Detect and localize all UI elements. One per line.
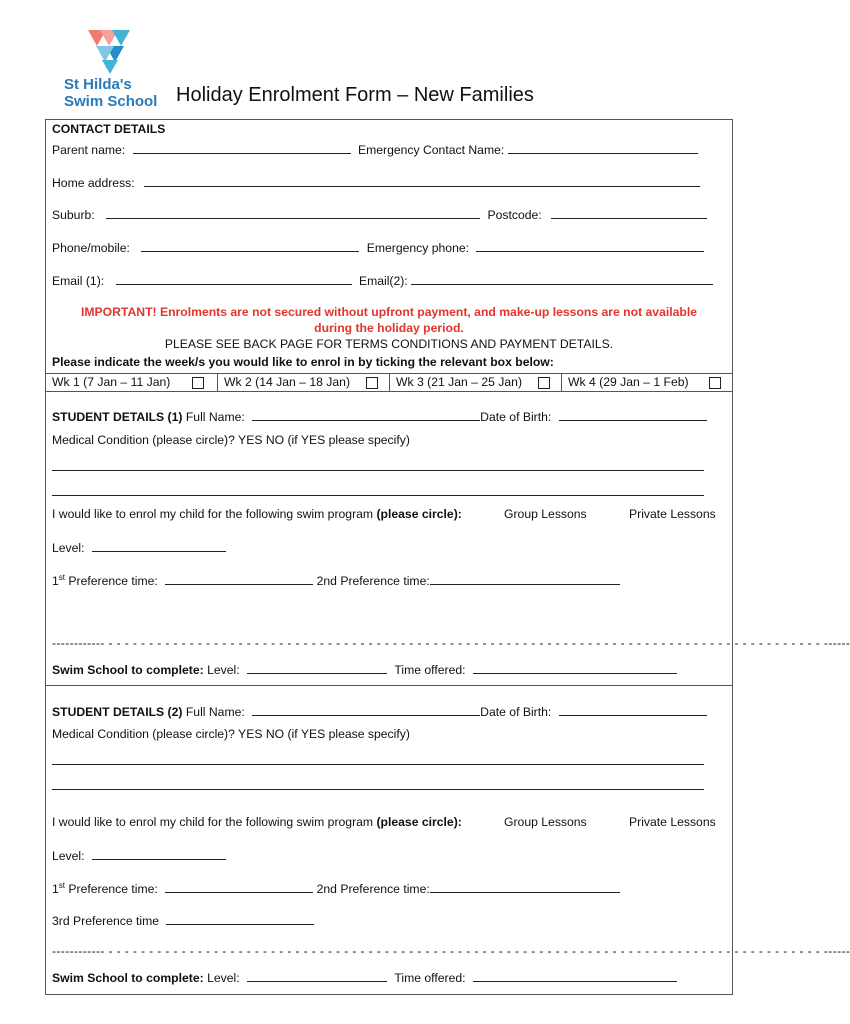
student2-pref1-label: Preference time:	[65, 882, 158, 896]
student2-please-circle: (please circle):	[376, 815, 462, 829]
important-notice-line1: IMPORTANT! Enrolments are not secured without upfront payment, and make-up lessons are not available	[80, 305, 698, 319]
student1-program-row	[52, 507, 462, 521]
email1-field[interactable]	[116, 272, 352, 285]
student2-medical-line[interactable]	[52, 764, 704, 765]
phone-label: Phone/mobile:	[52, 241, 130, 255]
student2-heading: STUDENT DETAILS (2)	[52, 705, 183, 719]
email2-field[interactable]	[411, 272, 713, 285]
home-address-row	[52, 174, 700, 190]
parent-name-field[interactable]	[133, 141, 351, 154]
postcode-label: Postcode:	[487, 208, 542, 222]
triangles-logo-icon	[86, 26, 156, 76]
student1-pref-row	[52, 572, 620, 588]
student2-pref2-label: 2nd Preference time:	[316, 882, 430, 896]
weeks-row	[45, 373, 733, 392]
student1-pref1-num: 1	[52, 574, 59, 588]
emergency-contact-field[interactable]	[508, 141, 698, 154]
week-4-cell	[561, 374, 733, 391]
student1-fullname-field[interactable]	[252, 408, 480, 421]
week-2-checkbox[interactable]	[366, 377, 378, 389]
section-divider	[45, 685, 733, 686]
week-3-label: Wk 3 (21 Jan – 25 Jan)	[396, 375, 522, 389]
student2-school-level-field[interactable]	[247, 969, 387, 982]
week-1-checkbox[interactable]	[192, 377, 204, 389]
student1-school-label: Swim School to complete:	[52, 663, 204, 677]
student2-pref2-field[interactable]	[430, 880, 620, 893]
student1-time-offered-field[interactable]	[473, 661, 677, 674]
logo-line2: Swim School	[64, 93, 158, 110]
student2-fullname-field[interactable]	[252, 703, 480, 716]
student2-name-row	[52, 703, 707, 719]
email-row	[52, 272, 713, 288]
week-3-checkbox[interactable]	[538, 377, 550, 389]
student2-dob-field[interactable]	[559, 703, 707, 716]
logo-line1: St Hilda's	[64, 76, 132, 93]
home-address-field[interactable]	[144, 174, 700, 187]
week-2-label: Wk 2 (14 Jan – 18 Jan)	[224, 375, 350, 389]
week-4-checkbox[interactable]	[709, 377, 721, 389]
student2-pref3-field[interactable]	[166, 912, 314, 925]
back-page-note: PLEASE SEE BACK PAGE FOR TERMS CONDITIONS AND PAYMENT DETAILS.	[164, 337, 614, 351]
student1-enrol-text: I would like to enrol my child for the following swim program	[52, 507, 374, 521]
student1-level-row	[52, 539, 226, 555]
student1-medical: Medical Condition (please circle)? YES NO (if YES please specify)	[52, 433, 410, 447]
important-notice-line2: during the holiday period.	[314, 321, 464, 335]
student1-please-circle: (please circle):	[376, 507, 462, 521]
student2-pref3-row	[52, 912, 314, 928]
emergency-phone-field[interactable]	[476, 239, 704, 252]
student2-school-label: Swim School to complete:	[52, 971, 204, 985]
contact-heading: CONTACT DETAILS	[52, 122, 166, 136]
student1-medical-line[interactable]	[52, 470, 704, 471]
student1-school-level-field[interactable]	[247, 661, 387, 674]
student2-level-field[interactable]	[92, 847, 226, 860]
student1-pref1-label: Preference time:	[65, 574, 158, 588]
emergency-phone-label: Emergency phone:	[366, 241, 470, 255]
student1-dob-field[interactable]	[559, 408, 707, 421]
student2-pref1-sup: st	[58, 880, 66, 890]
student2-time-offered-field[interactable]	[473, 969, 677, 982]
week-1-label: Wk 1 (7 Jan – 11 Jan)	[52, 375, 171, 389]
student2-school-level-label: Level:	[207, 971, 240, 985]
student1-group-option[interactable]: Group Lessons	[504, 507, 587, 521]
postcode-field[interactable]	[551, 206, 707, 219]
student1-pref2-field[interactable]	[430, 572, 620, 585]
email2-label: Email(2):	[358, 274, 408, 288]
student2-pref3-label: 3rd Preference time	[52, 914, 160, 928]
student1-dob-label: Date of Birth:	[480, 410, 552, 424]
student1-level-label: Level:	[52, 541, 85, 555]
student2-pref-row	[52, 880, 620, 896]
student2-school-row	[52, 969, 677, 985]
emergency-contact-label: Emergency Contact Name:	[357, 143, 505, 157]
student1-name-row	[52, 408, 707, 424]
suburb-row	[52, 206, 707, 222]
suburb-field[interactable]	[106, 206, 480, 219]
student2-private-option[interactable]: Private Lessons	[629, 815, 716, 829]
student1-school-row	[52, 661, 677, 677]
student1-school-level-label: Level:	[207, 663, 240, 677]
week-4-label: Wk 4 (29 Jan – 1 Feb)	[568, 375, 689, 389]
page-title: Holiday Enrolment Form – New Families	[176, 84, 534, 106]
parent-name-label: Parent name:	[52, 143, 126, 157]
student1-heading: STUDENT DETAILS (1)	[52, 410, 183, 424]
student2-enrol-text: I would like to enrol my child for the following swim program	[52, 815, 374, 829]
student2-level-row	[52, 847, 226, 863]
week-1-cell	[45, 374, 217, 391]
dashed-separator: ------------ - - - - - - - - - - - - - - - - - - - - - - - - - - - - - - - - - - - - - - - - - - - - - - - - - - - - - - - - - - - - - - - - - - - - - - - - - - - - - - - - - - - - - - - - ------	[52, 636, 850, 650]
logo-text	[64, 76, 157, 110]
student1-pref1-sup: st	[58, 572, 66, 582]
student2-medical: Medical Condition (please circle)? YES NO (if YES please specify)	[52, 727, 410, 741]
student2-level-label: Level:	[52, 849, 85, 863]
student2-pref1-field[interactable]	[165, 880, 313, 893]
week-3-cell	[389, 374, 561, 391]
student2-time-offered-label: Time offered:	[394, 971, 466, 985]
week-2-cell	[217, 374, 389, 391]
student1-time-offered-label: Time offered:	[394, 663, 466, 677]
phone-field[interactable]	[141, 239, 359, 252]
indicate-weeks-text: Please indicate the week/s you would like to enrol in by ticking the relevant box below:	[52, 355, 554, 369]
home-address-label: Home address:	[52, 176, 135, 190]
student1-fullname-label: Full Name:	[185, 410, 245, 424]
phone-row	[52, 239, 704, 255]
student2-pref1-num: 1	[52, 882, 59, 896]
parent-name-row	[52, 141, 698, 157]
student2-program-row	[52, 815, 462, 829]
student2-group-option[interactable]: Group Lessons	[504, 815, 587, 829]
student1-pref2-label: 2nd Preference time:	[316, 574, 430, 588]
student2-medical-line[interactable]	[52, 789, 704, 790]
student1-level-field[interactable]	[92, 539, 226, 552]
dashed-separator: ------------ - - - - - - - - - - - - - - - - - - - - - - - - - - - - - - - - - - - - - - - - - - - - - - - - - - - - - - - - - - - - - - - - - - - - - - - - - - - - - - - - - - - - - - - - ------	[52, 944, 850, 958]
student2-fullname-label: Full Name:	[185, 705, 245, 719]
student2-dob-label: Date of Birth:	[480, 705, 552, 719]
email1-label: Email (1):	[52, 274, 105, 288]
student1-medical-line[interactable]	[52, 495, 704, 496]
student1-pref1-field[interactable]	[165, 572, 313, 585]
suburb-label: Suburb:	[52, 208, 95, 222]
student1-private-option[interactable]: Private Lessons	[629, 507, 716, 521]
